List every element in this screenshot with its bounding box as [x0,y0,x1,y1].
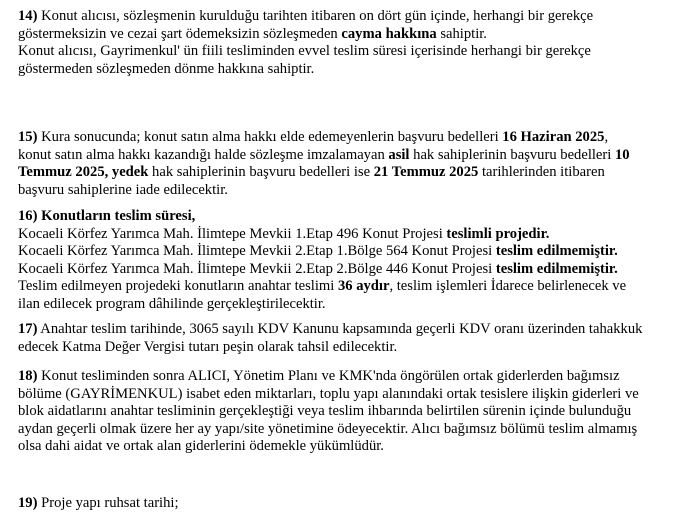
clause-16-line-6: ilan edilecek program dâhilinde gerçekleştirilecektir. [18,295,326,312]
delivery-months: 36 aydır [337,278,390,294]
project-2-status: teslim edilmemiştir. [495,243,618,259]
clause-15-line-1: 15) Kura sonucunda; konut satın alma hakkı elde edemeyenlerin başvuru bedelleri 16 Haziran 2025, [18,129,609,145]
clause-18-line-4: aydan geçerli olmak üzere her ay yapı/site yönetimine ödeyecektir. Alıcı bağımsız bölümü teslim almamış [18,420,638,437]
clause-19-line-1: 19) Proje yapı ruhsat tarihi; [18,495,179,511]
clause-17-line-2: edecek Katma Değer Vergisi tutarı peşin olarak tahsil edilecektir. [18,338,398,355]
clause-14-line-2: göstermeksizin ve cezai şart ödemeksizin sözleşmeden cayma hakkına sahiptir. [18,25,487,42]
project-3-line: Kocaeli Körfez Yarımca Mah. İlimtepe Mevkii 2.Etap 2.Bölge 446 Konut Projesi teslim edilmemiştir. [18,260,618,277]
date-july-10-part: 10 [614,146,630,163]
date-july-21: 21 Temmuz 2025 [373,164,479,180]
clause-17-number: 17) [18,321,38,337]
clause-15-line-4: başvuru sahiplerine iade edilecektir. [18,181,228,198]
clause-14-number: 14) [18,8,38,24]
clause-17-line-1: 17) Anahtar teslim tarihinde, 3065 sayılı KDV Kanunu kapsamında geçerli KDV oranı üzerinden tahakkuk [18,321,643,337]
clause-18-line-2: bölüme (GAYRİMENKUL) isabet eden miktarları, toplu yapı alanındaki ortak tesislere ilişkin giderleri ve [18,385,639,402]
clause-18-number: 18) [18,368,38,384]
clause-19-number: 19) [18,495,38,511]
clause-16 [18,208,626,313]
clause-19 [18,495,179,513]
clause-14-line-1: 14) Konut alıcısı, sözleşmenin kurulduğu tarihten itibaren on dört gün içinde, herhangi bir gerekçe [18,8,594,24]
project-1-status: teslimli projedir. [446,225,550,242]
clause-14-line-3: Konut alıcısı, Gayrimenkul' ün fiili tesliminden evvel teslim süresi içerisinde herhangi bir gerekçe [18,43,591,59]
clause-18-line-3: blok aidatlarını anahtar tesliminin gerçekleştiği veya teslim ihbarında belirtilen sürenin içinde bulunduğu [18,403,632,419]
clause-15 [18,129,630,199]
project-3-status: teslim edilmemiştir. [495,260,618,277]
clause-14-bold-right: cayma hakkına [341,25,437,42]
clause-16-line-5: Teslim edilmeyen projedeki konutların anahtar teslimi 36 aydır, teslim işlemleri İdarece belirlenecek ve [18,278,627,294]
clause-14 [18,8,593,78]
date-june-16: 16 Haziran 2025 [502,129,605,145]
project-2-line: Kocaeli Körfez Yarımca Mah. İlimtepe Mevkii 2.Etap 1.Bölge 564 Konut Projesi teslim edilmemiştir. [18,243,618,259]
clause-18 [18,368,639,456]
clause-17 [18,321,642,356]
clause-14-line-4: göstermeden sözleşmeden dönme hakkına sahiptir. [18,60,315,77]
asil-label: asil [388,146,410,163]
clause-15-line-2: konut satın alma hakkı kazandığı halde sözleşme imzalamayan asil hak sahiplerinin başvuru bedelleri 10 [18,146,630,163]
clause-18-line-1: 18) Konut tesliminden sonra ALICI, Yönetim Planı ve KMK'nda öngörülen ortak giderlerden bağımsız [18,368,620,384]
project-1-line: Kocaeli Körfez Yarımca Mah. İlimtepe Mevkii 1.Etap 496 Konut Projesi teslimli projedir. [18,225,550,242]
clause-16-title: 16) Konutların teslim süresi, [18,208,196,224]
clause-15-line-3: Temmuz 2025, yedek hak sahiplerinin başvuru bedelleri ise 21 Temmuz 2025 tarihlerinden itibaren [18,164,605,180]
clause-15-number: 15) [18,129,38,145]
date-july-10-yedek: Temmuz 2025, yedek [18,164,149,180]
clause-18-line-5: olsa dahi aidat ve ortak alan giderlerini ödemekle yükümlüdür. [18,438,384,454]
